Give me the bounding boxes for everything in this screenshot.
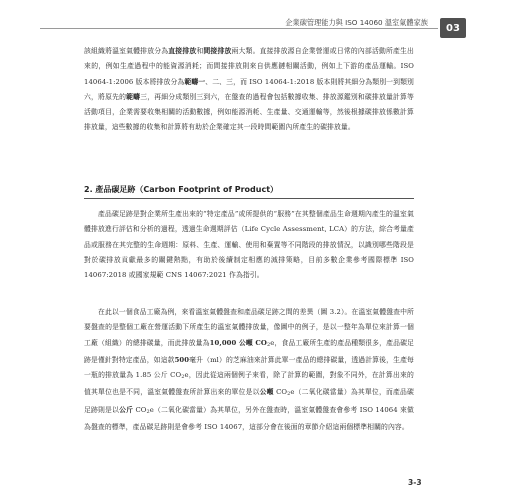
bold-term-scope-one: 範疇一 [184, 77, 206, 86]
bold-value-total-emission: 10,000 公噸 CO [209, 338, 267, 347]
text-run: e（二氧化碳當量）為其單位，另外在盤查時，溫室氣體盤查會參考 ISO 14064 來做為盤查的標準，產品碳足跡則是會參考 ISO 14067，這部分會在後面的章節介紹這兩個標準相關的內容。 [84, 405, 414, 432]
text-run: 、二、三，而 ISO 14064-1:2018 版本則將其細分為類別一到類別六，將原先的 [84, 77, 414, 101]
chapter-badge: 03 [440, 18, 466, 38]
paragraph-ghg-scopes [84, 44, 414, 136]
page-number: 3-3 [408, 478, 422, 487]
text-run: CO [133, 405, 147, 414]
text-run: e（二氧化碳當量）為其單位，而產品碳足跡則是以 [84, 388, 414, 414]
text-run: CO [273, 388, 288, 397]
text-run: 兩大類。直接排放源自企業營運或日常的內部活動所產生出來的，例如生產過程中的能資源消耗；而間接排放則來自供應鏈相關活動，例如上下游的產品運輸。ISO 14064-1:2006 版本將排放分為 [84, 47, 415, 86]
bold-unit-kilogram: 公斤 [119, 405, 134, 414]
bold-unit-metric-ton: 公噸 [259, 388, 274, 397]
text-run: 毫升（ml）的芝麻油來計算此單一產品的總排碳量，透過計算後，生產每一瓶的排放量為 1.85 公斤 CO [84, 355, 414, 380]
bold-term-indirect-emission: 間接排放 [203, 47, 232, 55]
text-run: e，食品工廠所生產的產品種類很多，產品碳足跡是僅針對特定產品，如這款 [84, 338, 414, 364]
section-heading: 2. 產品碳足跡（Carbon Footprint of Product） [84, 184, 414, 199]
paragraph-text [84, 305, 414, 435]
bold-term-direct-emission: 直接排放 [168, 47, 197, 55]
running-header-title: 企業碳管理能力與 ISO 14060 溫室氣體家族 [285, 18, 428, 27]
text-run: 三，再細分成類別三到六，在盤查的過程會包括數據收集、排放源鑑別和碳排放量計算等活動項目，企業需要收集相關的活動數據，例如能源消耗、生產量、交通運輸等，然後根據碳排放係數計算排放量，這些數據的收集和計算將有助於企業確定其一段時間範圍內所產生的碳排放量。 [84, 92, 414, 132]
paragraph-product-carbon-footprint [84, 207, 414, 283]
bold-term-scope: 範疇 [126, 92, 141, 101]
header-rule [40, 28, 438, 29]
bold-value-volume: 500 [174, 355, 190, 364]
text-run: 和 [196, 47, 204, 55]
subscript: 2 [181, 374, 185, 381]
text-run: 該組織將溫室氣體排放分為 [84, 47, 169, 55]
subscript: 2 [287, 391, 291, 398]
text-run: 在此以一個食品工廠為例，來看溫室氣體盤查和產品碳足跡之間的差異（圖 3.2）。在溫室氣體盤查中所要盤查的是整個工廠在營運活動下所產生的溫室氣體排放量，像圖中的例子，是以一整年為單位來計算一個工廠（組織）的總排碳量，而此排放量為 [84, 308, 414, 347]
text-run: e，因此從這兩個例子來看，除了計算的範圍，對象不同外，在計算出來的值其單位也是不同，溫室氣體盤查所計算出來的單位是以 [84, 371, 414, 397]
paragraph-text [84, 44, 414, 136]
subscript: 2 [267, 341, 271, 348]
paragraph-text: 產品碳足跡是對企業所生產出來的“特定產品”或所提供的“服務”在其整個產品生命週期內產生的溫室氣體排放進行評估和分析的過程，透過生命週期評估（Life Cycle Assessment, LCA）的方法，綜合考量產品或服務在其完整的生命週期：原料、生產、運輸、使用和棄置等不同階段的排放情況，以識別哪些階段是對於碳排放貢獻最多的關鍵熱點，有助於後續制定相應的減排策略，目前多數企業參考國際標準 ISO 14067:2018 或國家規範 CNS 14067:2021 作為指引。 [84, 210, 414, 280]
subscript: 2 [146, 408, 150, 415]
paragraph-food-factory-example [84, 305, 414, 435]
